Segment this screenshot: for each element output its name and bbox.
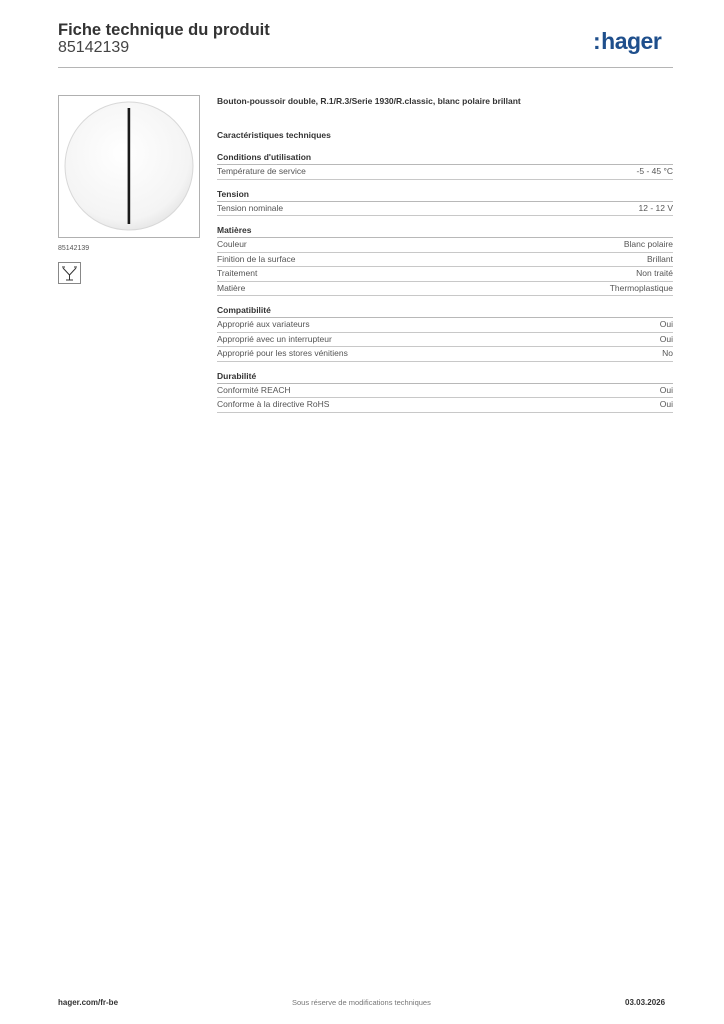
header-divider [58,67,673,68]
footer-website: hager.com/fr-be [58,998,119,1007]
spec-value: Blanc polaire [623,239,673,249]
product-code: 85142139 [58,39,130,56]
spec-group [217,151,673,180]
spec-label: Tension nominale [217,202,284,213]
spec-row [217,333,673,348]
logo-text: hager [601,28,662,54]
section-title: Caractéristiques techniques [217,130,331,140]
product-image [63,99,195,233]
spec-group-title: Durabilité [217,370,673,384]
spec-group-title: Compatibilité [217,304,673,318]
spec-group [217,224,673,296]
spec-group [217,188,673,217]
spec-label: Conforme à la directive RoHS [217,399,330,409]
spec-content [217,95,673,413]
spec-row [217,253,673,268]
spec-group [217,304,673,362]
spec-row [217,165,673,180]
spec-label: Approprié avec un interrupteur [217,333,332,344]
spec-value: Oui [659,319,673,329]
spec-row [217,347,673,362]
spec-value: Oui [659,333,673,344]
spec-label: Couleur [217,239,247,249]
page-title: Fiche technique du produit [58,21,270,39]
product-description: Bouton-poussoir double, R.1/R.3/Serie 1930/R.classic, blanc polaire brillant [217,96,521,106]
hager-logo: :hager [593,28,662,54]
spec-label: Conformité REACH [217,384,291,395]
footer-date: 03.03.2026 [625,998,666,1007]
spec-row [217,202,673,217]
spec-value: 12 - 12 V [638,202,673,213]
spec-row [217,238,673,253]
spec-label: Matière [217,282,246,293]
product-image-frame [58,95,200,238]
spec-group-title: Tension [217,188,673,202]
spec-value: No [662,348,673,358]
spec-label: Finition de la surface [217,253,296,264]
spec-value: Non traité [636,268,673,278]
spec-row [217,398,673,413]
spec-value: Oui [659,384,673,395]
spec-group-title: Matières [217,224,673,238]
spec-value: Oui [659,399,673,409]
spec-value: Thermoplastique [609,282,673,293]
spec-row [217,384,673,399]
push-button-double-symbol-icon [58,262,81,284]
spec-label: Approprié pour les stores vénitiens [217,348,348,358]
spec-group-title: Conditions d'utilisation [217,151,673,165]
spec-row [217,282,673,297]
footer-disclaimer: Sous réserve de modifications techniques [292,998,431,1007]
spec-value: Brillant [647,253,673,264]
image-product-code: 85142139 [58,245,90,252]
spec-value: -5 - 45 °C [636,166,673,176]
spec-groups [217,151,673,413]
spec-row [217,267,673,282]
spec-label: Traitement [217,268,258,278]
spec-label: Approprié aux variateurs [217,319,310,329]
spec-label: Température de service [217,166,306,176]
spec-group [217,370,673,413]
spec-row [217,318,673,333]
